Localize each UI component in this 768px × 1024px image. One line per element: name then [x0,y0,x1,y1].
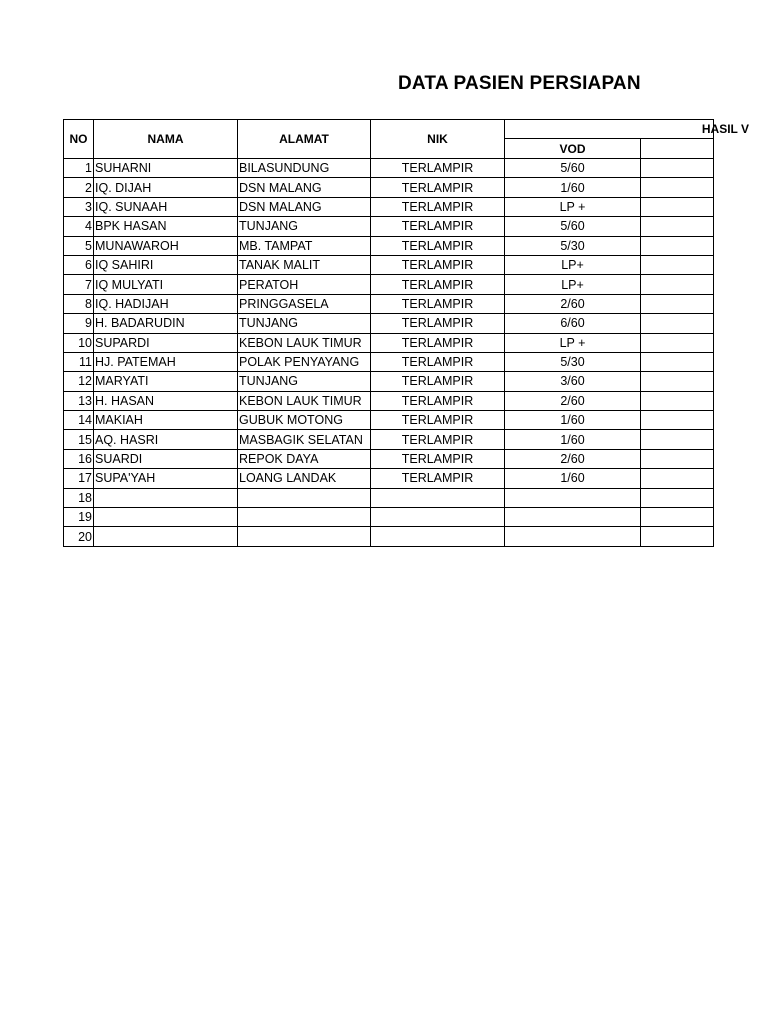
vod-cell[interactable]: 1/60 [505,430,641,449]
row-number-cell[interactable]: 17 [64,469,94,488]
nik-cell[interactable]: TERLAMPIR [371,294,505,313]
extra-cell[interactable] [641,314,714,333]
vod-cell[interactable]: 5/60 [505,217,641,236]
nik-cell[interactable]: TERLAMPIR [371,449,505,468]
vod-cell[interactable]: 6/60 [505,314,641,333]
table-row [64,527,714,546]
row-number-cell[interactable]: 10 [64,333,94,352]
nik-cell[interactable]: TERLAMPIR [371,469,505,488]
extra-cell[interactable] [641,372,714,391]
nama-cell[interactable]: MUNAWAROH [94,236,238,255]
header-alamat: ALAMAT [238,120,371,159]
extra-cell[interactable] [641,488,714,507]
table-row [64,333,714,352]
row-number-cell[interactable]: 9 [64,314,94,333]
vod-cell[interactable]: 1/60 [505,178,641,197]
nama-cell[interactable]: MAKIAH [94,411,238,430]
extra-cell[interactable] [641,255,714,274]
vod-cell[interactable]: LP+ [505,255,641,274]
alamat-cell[interactable]: REPOK DAYA [238,449,371,468]
vod-cell[interactable]: 1/60 [505,469,641,488]
nik-cell[interactable]: TERLAMPIR [371,178,505,197]
nik-cell[interactable]: TERLAMPIR [371,217,505,236]
table-body [64,159,714,547]
alamat-cell[interactable]: KEBON LAUK TIMUR [238,333,371,352]
row-number-cell[interactable]: 11 [64,352,94,371]
header-hasil-group [505,120,749,139]
patient-table-container [63,119,749,546]
extra-cell[interactable] [641,469,714,488]
nik-cell[interactable]: TERLAMPIR [371,159,505,178]
nama-cell[interactable]: BPK HASAN [94,217,238,236]
table-row [64,372,714,391]
table-row [64,488,714,507]
vod-cell[interactable]: 5/30 [505,352,641,371]
alamat-cell[interactable]: MASBAGIK SELATAN [238,430,371,449]
header-hasil-label: HASIL V [701,122,749,137]
nik-cell[interactable] [371,527,505,546]
row-number-cell[interactable]: 3 [64,197,94,216]
alamat-cell[interactable]: TUNJANG [238,217,371,236]
vod-cell[interactable]: 2/60 [505,391,641,410]
nik-cell[interactable]: TERLAMPIR [371,430,505,449]
row-number-cell[interactable]: 15 [64,430,94,449]
nama-cell[interactable]: IQ SAHIRI [94,255,238,274]
nik-cell[interactable]: TERLAMPIR [371,197,505,216]
nama-cell[interactable]: IQ. DIJAH [94,178,238,197]
table-row [64,469,714,488]
table-row [64,178,714,197]
table-row [64,197,714,216]
alamat-cell[interactable]: DSN MALANG [238,178,371,197]
alamat-cell[interactable]: TUNJANG [238,372,371,391]
extra-cell[interactable] [641,430,714,449]
row-number-cell[interactable]: 20 [64,527,94,546]
nama-cell[interactable]: IQ. SUNAAH [94,197,238,216]
table-row [64,508,714,527]
table-row [64,217,714,236]
alamat-cell[interactable]: LOANG LANDAK [238,469,371,488]
nik-cell[interactable]: TERLAMPIR [371,352,505,371]
alamat-cell[interactable]: TANAK MALIT [238,255,371,274]
nik-cell[interactable]: TERLAMPIR [371,314,505,333]
alamat-cell[interactable]: PERATOH [238,275,371,294]
header-nik: NIK [371,120,505,159]
nama-cell[interactable]: IQ MULYATI [94,275,238,294]
extra-cell[interactable] [641,352,714,371]
vod-cell[interactable]: LP+ [505,275,641,294]
row-number-cell[interactable]: 2 [64,178,94,197]
header-no: NO [64,120,94,159]
nama-cell[interactable]: SUHARNI [94,159,238,178]
vod-cell[interactable]: LP + [505,197,641,216]
vod-cell[interactable]: 1/60 [505,411,641,430]
table-row [64,391,714,410]
extra-cell[interactable] [641,217,714,236]
vod-cell[interactable]: 2/60 [505,449,641,468]
table-row [64,275,714,294]
row-number-cell[interactable]: 1 [64,159,94,178]
nik-cell[interactable]: TERLAMPIR [371,372,505,391]
header-extra [641,139,714,159]
extra-cell[interactable] [641,508,714,527]
row-number-cell[interactable]: 16 [64,449,94,468]
extra-cell[interactable] [641,275,714,294]
nik-cell[interactable] [371,488,505,507]
nama-cell[interactable]: H. HASAN [94,391,238,410]
row-number-cell[interactable]: 18 [64,488,94,507]
table-row [64,236,714,255]
nama-cell[interactable]: AQ. HASRI [94,430,238,449]
alamat-cell[interactable]: MB. TAMPAT [238,236,371,255]
alamat-cell[interactable]: POLAK PENYAYANG [238,352,371,371]
nama-cell[interactable]: HJ. PATEMAH [94,352,238,371]
nama-cell[interactable]: SUPA'YAH [94,469,238,488]
alamat-cell[interactable]: DSN MALANG [238,197,371,216]
nama-cell[interactable] [94,508,238,527]
vod-cell[interactable]: LP + [505,333,641,352]
row-number-cell[interactable]: 7 [64,275,94,294]
nik-cell[interactable]: TERLAMPIR [371,411,505,430]
extra-cell[interactable] [641,159,714,178]
row-number-cell[interactable]: 12 [64,372,94,391]
vod-cell[interactable] [505,488,641,507]
table-row [64,449,714,468]
row-number-cell[interactable]: 13 [64,391,94,410]
vod-cell[interactable]: 5/60 [505,159,641,178]
table-row [64,255,714,274]
alamat-cell[interactable]: GUBUK MOTONG [238,411,371,430]
extra-cell[interactable] [641,449,714,468]
nama-cell[interactable]: IQ. HADIJAH [94,294,238,313]
alamat-cell[interactable]: PRINGGASELA [238,294,371,313]
extra-cell[interactable] [641,178,714,197]
extra-cell[interactable] [641,197,714,216]
nik-cell[interactable]: TERLAMPIR [371,391,505,410]
page-title: DATA PASIEN PERSIAPAN [398,73,641,94]
row-number-cell[interactable]: 19 [64,508,94,527]
table-row [64,430,714,449]
nama-cell[interactable]: H. BADARUDIN [94,314,238,333]
nama-cell[interactable] [94,527,238,546]
table-row [64,294,714,313]
table-row [64,314,714,333]
vod-cell[interactable] [505,508,641,527]
nik-cell[interactable]: TERLAMPIR [371,275,505,294]
row-number-cell[interactable]: 6 [64,255,94,274]
vod-cell[interactable] [505,527,641,546]
alamat-cell[interactable] [238,527,371,546]
extra-cell[interactable] [641,391,714,410]
vod-cell[interactable]: 2/60 [505,294,641,313]
extra-cell[interactable] [641,411,714,430]
alamat-cell[interactable]: TUNJANG [238,314,371,333]
extra-cell[interactable] [641,333,714,352]
alamat-cell[interactable]: KEBON LAUK TIMUR [238,391,371,410]
table-row [64,159,714,178]
extra-cell[interactable] [641,294,714,313]
alamat-cell[interactable] [238,488,371,507]
nik-cell[interactable]: TERLAMPIR [371,236,505,255]
patient-table [63,119,749,547]
row-number-cell[interactable]: 4 [64,217,94,236]
vod-cell[interactable]: 3/60 [505,372,641,391]
header-vod: VOD [505,139,641,159]
nik-cell[interactable] [371,508,505,527]
extra-cell[interactable] [641,527,714,546]
vod-cell[interactable]: 5/30 [505,236,641,255]
nik-cell[interactable]: TERLAMPIR [371,255,505,274]
table-row [64,352,714,371]
nama-cell[interactable]: SUARDI [94,449,238,468]
row-number-cell[interactable]: 8 [64,294,94,313]
table-row [64,411,714,430]
header-nama: NAMA [94,120,238,159]
row-number-cell[interactable]: 5 [64,236,94,255]
alamat-cell[interactable]: BILASUNDUNG [238,159,371,178]
extra-cell[interactable] [641,236,714,255]
header-row-top [64,120,714,139]
alamat-cell[interactable] [238,508,371,527]
nama-cell[interactable]: SUPARDI [94,333,238,352]
row-number-cell[interactable]: 14 [64,411,94,430]
nik-cell[interactable]: TERLAMPIR [371,333,505,352]
nama-cell[interactable] [94,488,238,507]
nama-cell[interactable]: MARYATI [94,372,238,391]
